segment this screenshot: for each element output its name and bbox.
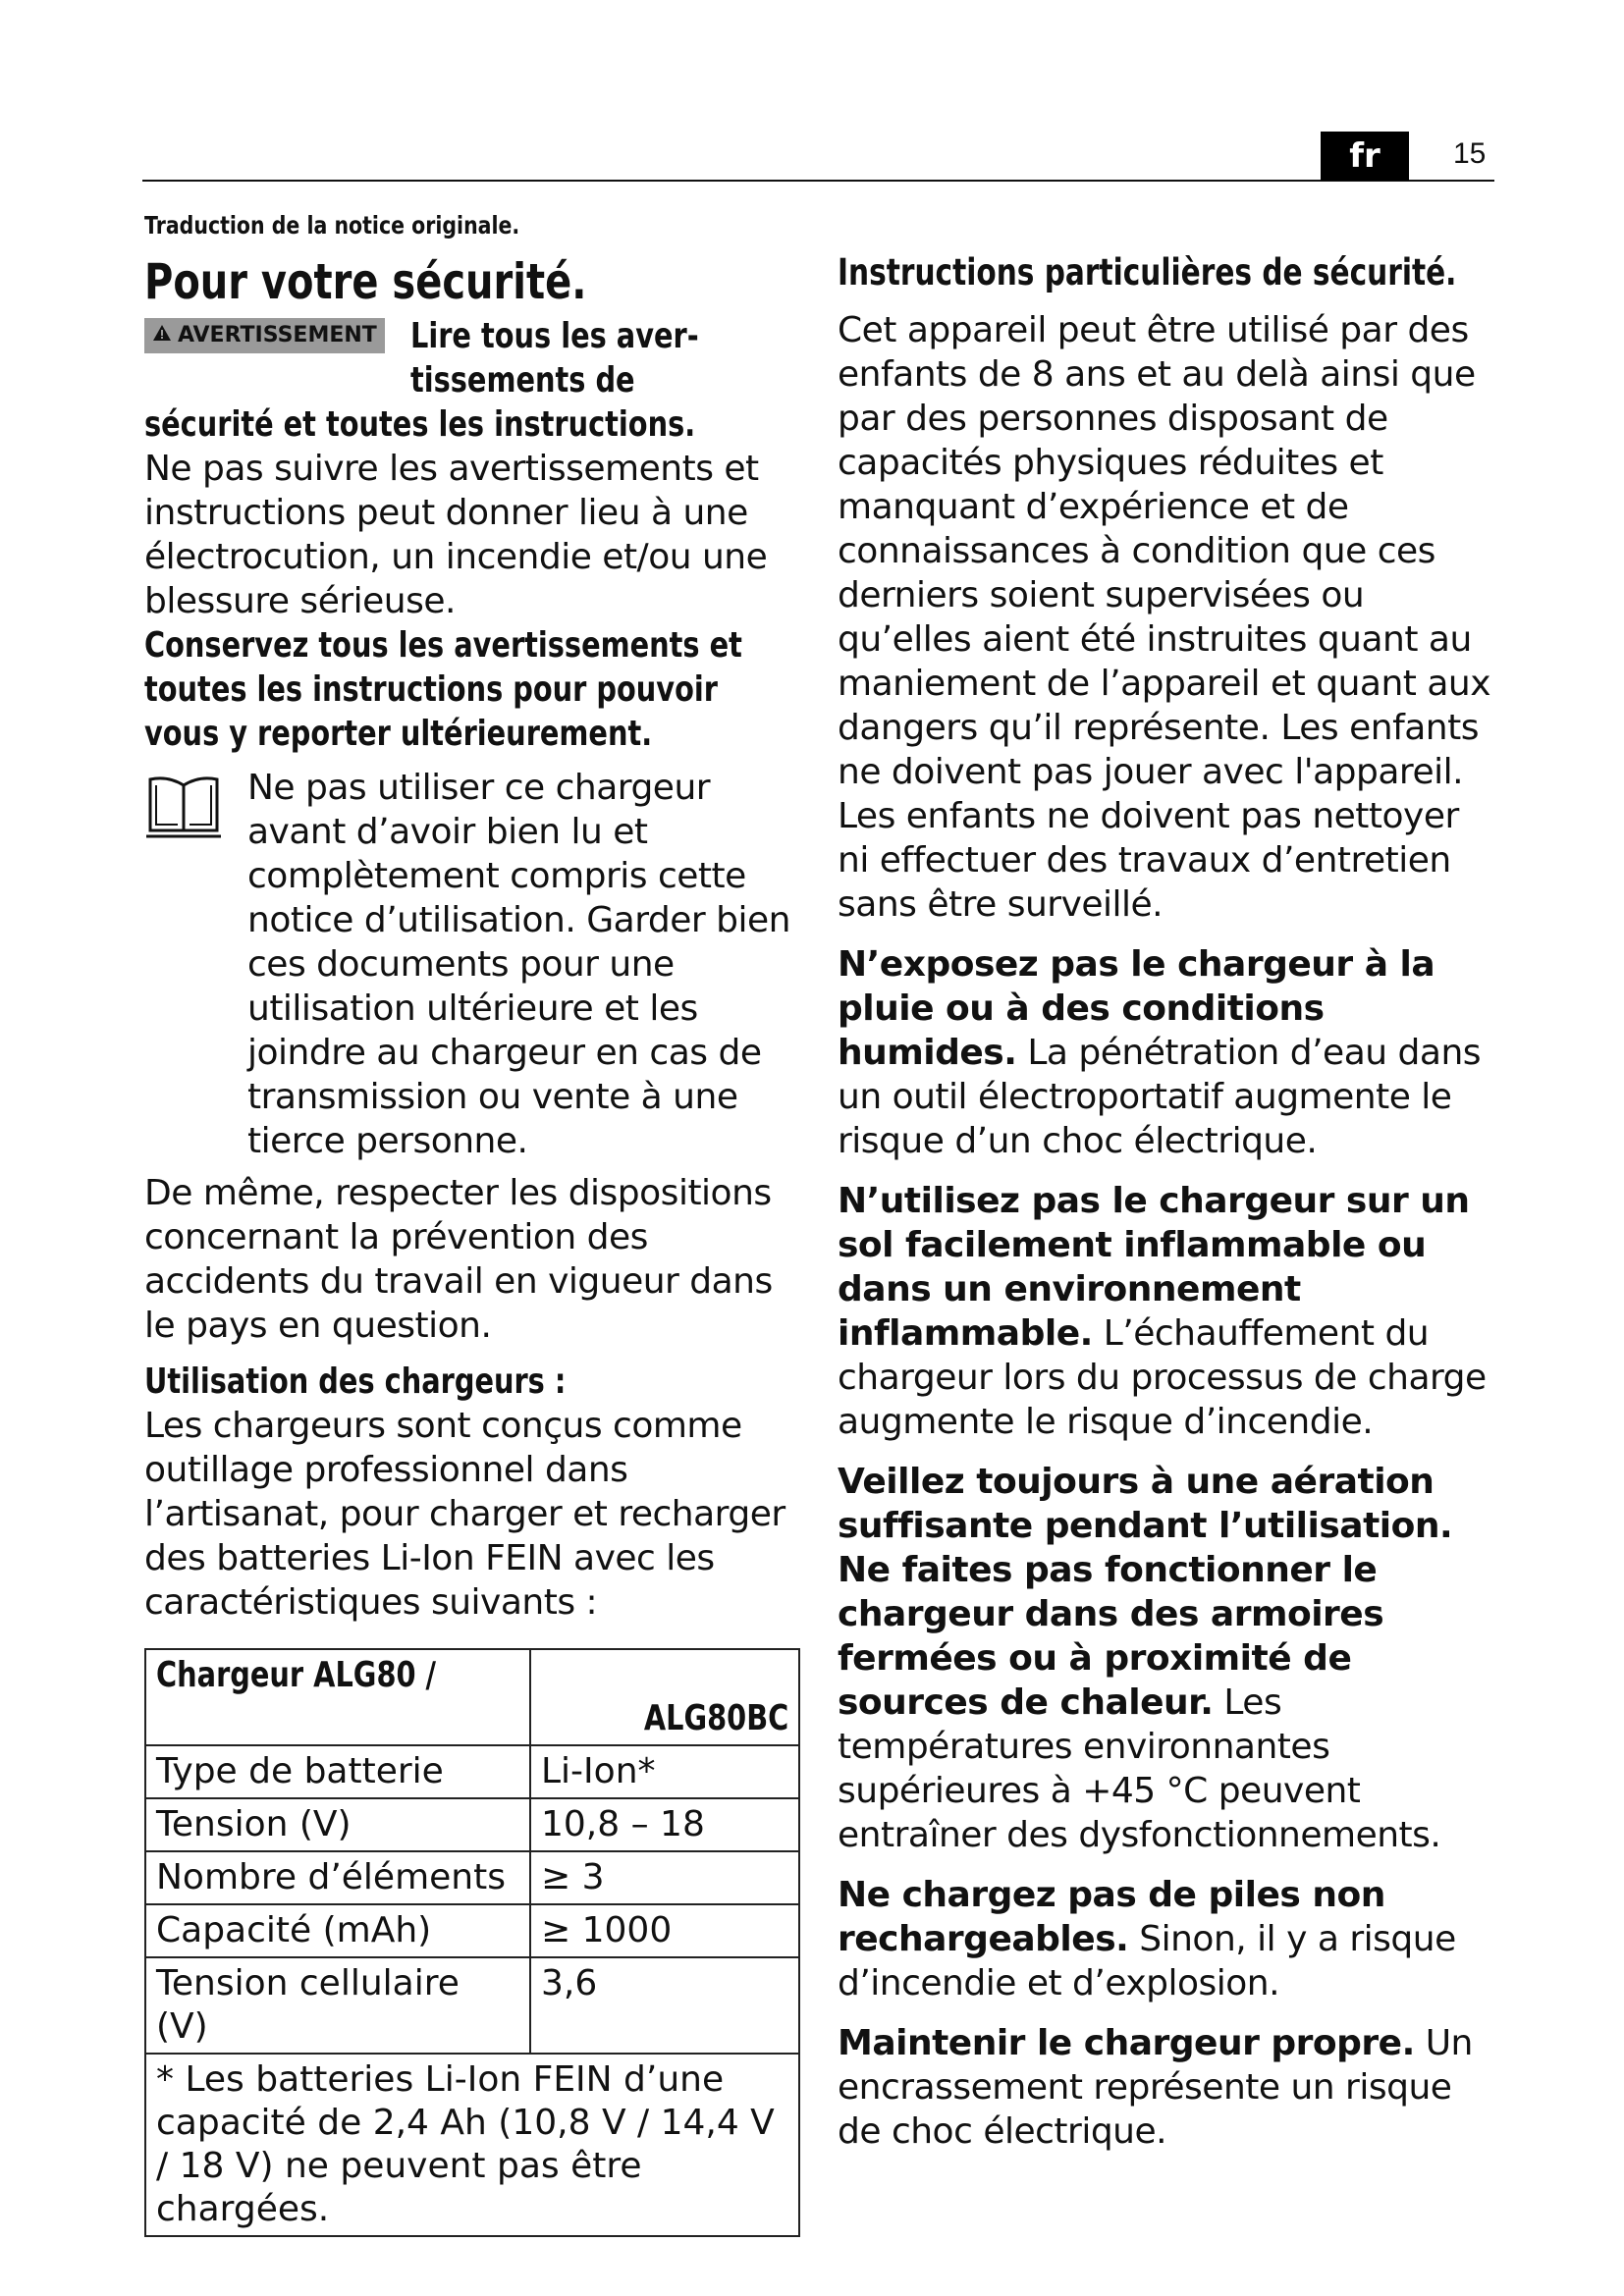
table-footnote-row bbox=[145, 2054, 799, 2236]
manual-notice-text: Ne pas utiliser ce chargeur avant d’avoir bien lu et complètement compris cette notice d’utilisation. Garder bien ces documents pour une utilisation ultérieure et les joindre au chargeur en cas de transmission ou vente à une tierce personne. bbox=[247, 768, 790, 1161]
table-cell-label: Capacité (mAh) bbox=[145, 1904, 530, 1957]
table-row bbox=[145, 1904, 799, 1957]
clean-bold: Maintenir le chargeur propre. bbox=[838, 2023, 1415, 2063]
battery-bold: Ne chargez pas de piles non rechargeables. bbox=[838, 1875, 1385, 1959]
right-column bbox=[838, 250, 1495, 2169]
rain-bold: N’exposez pas le chargeur à la pluie ou à des conditions humides. bbox=[838, 944, 1435, 1073]
language-tab: fr bbox=[1321, 132, 1409, 181]
page-number: 15 bbox=[1453, 137, 1487, 170]
table-cell-value: Li-Ion* bbox=[530, 1745, 799, 1798]
table-cell-value: ≥ 3 bbox=[530, 1851, 799, 1904]
table-footnote: * Les batteries Li-Ion FEIN d’une capacité de 2,4 Ah (10,8 V / 14,4 V / 18 V) ne peuvent pas être chargées. bbox=[145, 2054, 799, 2236]
clean-block bbox=[838, 2021, 1495, 2154]
table-cell-label: Type de batterie bbox=[145, 1745, 530, 1798]
air-block bbox=[838, 1460, 1495, 1857]
warning-badge-label: AVERTISSEMENT bbox=[178, 323, 377, 347]
table-cell-label: Tension cellulaire (V) bbox=[145, 1957, 530, 2054]
header-rule bbox=[142, 180, 1494, 182]
battery-block bbox=[838, 1873, 1495, 2005]
table-cell-label: Tension (V) bbox=[145, 1798, 530, 1851]
floor-text: L’échauffement du chargeur lors du processus de charge augmente le risque d’incendie. bbox=[838, 1313, 1487, 1442]
table-row bbox=[145, 1745, 799, 1798]
warning-heading-line-3: sécurité et toutes les instructions. bbox=[144, 404, 696, 445]
battery-text: Sinon, il y a risque d’incendie et d’explosion. bbox=[838, 1919, 1456, 2003]
table-header-row bbox=[145, 1649, 799, 1745]
table-row bbox=[145, 1798, 799, 1851]
table-cell-value: 3,6 bbox=[530, 1957, 799, 2054]
charger-spec-table bbox=[144, 1648, 800, 2237]
rain-block bbox=[838, 942, 1495, 1163]
book-icon bbox=[144, 772, 223, 840]
table-cell-label: Nombre d’éléments bbox=[145, 1851, 530, 1904]
warning-badge bbox=[144, 318, 385, 353]
page-title: Pour votre sécurité. bbox=[144, 253, 587, 310]
keep-instructions-notice: Conservez tous les avertissements et toutes les instructions pour pouvoir vous y reporter ultérieurement. bbox=[144, 625, 742, 754]
right-heading: Instructions particulières de sécurité. bbox=[838, 251, 1457, 294]
warning-body: Ne pas suivre les avertissements et instructions peut donner lieu à une électrocution, un incendie et/ou une blessure sérieuse. bbox=[144, 449, 768, 621]
left-column bbox=[144, 201, 800, 2237]
warning-row bbox=[144, 314, 800, 402]
table-header-left bbox=[145, 1649, 530, 1745]
intro-text: Cet appareil peut être utilisé par des enfants de 8 ans et au delà ainsi que par des personnes disposant de capacités physiques réduites et manquant d’expérience et de connaissances à condition que ces derniers soient supervisées ou qu’elles aient été instruites quant au maniement de l’appareil et quant aux dangers qu’il représente. Les enfants ne doivent pas jouer avec l'appareil. Les enfants ne doivent pas nettoyer ni effectuer des travaux d’entretien sans être surveillé. bbox=[838, 310, 1490, 925]
floor-bold: N’utilisez pas le chargeur sur un sol facilement inflammable ou dans un environnement inflammable. bbox=[838, 1181, 1470, 1354]
table-cell-value: ≥ 1000 bbox=[530, 1904, 799, 1957]
clean-text: Un encrassement représente un risque de choc électrique. bbox=[838, 2023, 1473, 2152]
usage-heading: Utilisation des chargeurs : bbox=[144, 1362, 567, 1402]
table-header-left-text: Chargeur ALG80 / bbox=[156, 1655, 437, 1695]
manual-notice bbox=[144, 766, 800, 1163]
floor-block bbox=[838, 1179, 1495, 1444]
warning-triangle-icon bbox=[152, 322, 172, 349]
translation-note: Traduction de la notice originale. bbox=[144, 211, 520, 240]
prevention-text: De même, respecter les dispositions concernant la prévention des accidents du travail en vigueur dans le pays en question. bbox=[144, 1173, 773, 1346]
table-cell-value: 10,8 – 18 bbox=[530, 1798, 799, 1851]
table-row bbox=[145, 1851, 799, 1904]
air-text: Les températures environnantes supérieures à +45 °C peuvent entraîner des dysfonctionnements. bbox=[838, 1682, 1441, 1855]
warning-heading-line-1: Lire tous les aver- bbox=[409, 316, 699, 356]
table-row bbox=[145, 1957, 799, 2054]
table-header-right bbox=[530, 1649, 799, 1745]
manual-notice-block bbox=[144, 766, 800, 1163]
usage-body: Les chargeurs sont conçus comme outillage professionnel dans l’artisanat, pour charger et recharger des batteries Li-Ion FEIN avec les caractéristiques suivants : bbox=[144, 1406, 785, 1623]
warning-heading-line-2: tissements de bbox=[409, 360, 635, 400]
rain-text: La pénétration d’eau dans un outil électroportatif augmente le risque d’un choc électrique. bbox=[838, 1033, 1482, 1161]
table-header-right-text: ALG80BC bbox=[643, 1698, 788, 1738]
air-bold: Veillez toujours à une aération suffisante pendant l’utilisation. Ne faites pas fonctionner le chargeur dans des armoires fermées ou à proximité de sources de chaleur. bbox=[838, 1462, 1453, 1723]
